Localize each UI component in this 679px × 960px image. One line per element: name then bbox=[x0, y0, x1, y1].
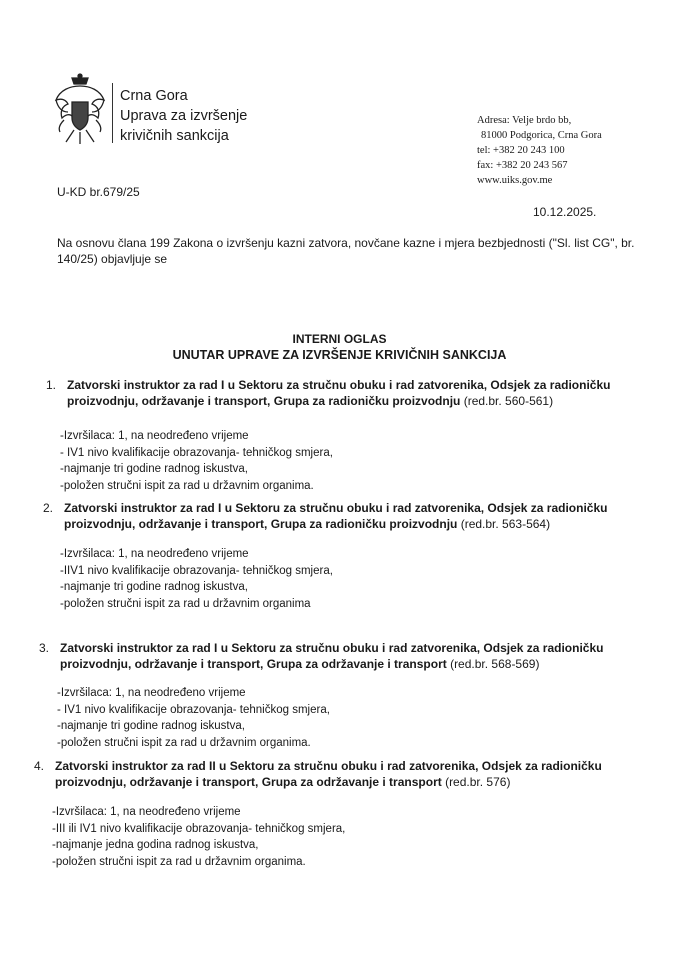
list-item-heading bbox=[39, 640, 650, 672]
list-item-heading bbox=[46, 377, 657, 409]
item-ref: (red.br. 560-561) bbox=[460, 394, 554, 408]
requirement-line: -položen stručni ispit za rad u državnim organima bbox=[60, 597, 311, 610]
coat-of-arms-logo bbox=[52, 72, 108, 152]
reference-number: U-KD br.679/25 bbox=[57, 185, 140, 199]
requirement-line: -položen stručni ispit za rad u državnim organima. bbox=[60, 479, 314, 492]
organization-name bbox=[120, 86, 247, 146]
item-ref: (red.br. 568-569) bbox=[446, 657, 540, 671]
item-title: Zatvorski instruktor za rad I u Sektoru za stručnu obuku i rad zatvorenika, Odsjek za radioničku proizvodnju, održavanje i transport, Grupa za radioničku proizvodnju bbox=[64, 501, 608, 531]
requirement-line: -najmanje jedna godina radnog iskustva, bbox=[52, 839, 259, 851]
requirement-line: -najmanje tri godine radnog iskustva, bbox=[60, 463, 248, 475]
org-line-3: krivičnih sankcija bbox=[120, 128, 229, 144]
document-date: 10.12.2025. bbox=[533, 205, 597, 219]
header-divider bbox=[112, 83, 113, 143]
requirement-line: - IV1 nivo kvalifikacije obrazovanja- tehničkog smjera, bbox=[60, 446, 333, 459]
item-title: Zatvorski instruktor za rad II u Sektoru za stručnu obuku i rad zatvorenika, Odsjek za radioničku proizvodnju, održavanje i transport, Grupa za održavanje i transport bbox=[55, 759, 602, 789]
requirement-line: -Izvršilaca: 1, na neodređeno vrijeme bbox=[52, 806, 241, 818]
item-requirements bbox=[57, 685, 330, 751]
document-subtitle: UNUTAR UPRAVE ZA IZVRŠENJE KRIVIČNIH SANKCIJA bbox=[172, 348, 507, 362]
requirement-line: -najmanje tri godine radnog iskustva, bbox=[57, 720, 245, 732]
item-number: 4. bbox=[34, 759, 45, 773]
item-number: 2. bbox=[43, 501, 54, 515]
requirement-line: -Izvršilaca: 1, na neodređeno vrijeme bbox=[60, 430, 249, 442]
phone-line: tel: +382 20 243 100 bbox=[477, 145, 565, 156]
requirement-line: -položen stručni ispit za rad u državnim organima. bbox=[52, 855, 306, 868]
list-item-heading bbox=[43, 500, 654, 532]
address-block bbox=[477, 113, 602, 188]
org-line-1: Crna Gora bbox=[120, 88, 188, 104]
intro-paragraph: Na osnovu člana 199 Zakona o izvršenju kazni zatvora, novčane kazne i mjera bezbjednosti ("Sl. list CG", br. 140/25) objavljuje se bbox=[57, 236, 635, 266]
website-line: www.uiks.gov.me bbox=[477, 175, 553, 186]
fax-line: fax: +382 20 243 567 bbox=[477, 160, 568, 171]
item-title: Zatvorski instruktor za rad I u Sektoru za stručnu obuku i rad zatvorenika, Odsjek za radioničku proizvodnju, održavanje i transport, Grupa za održavanje i transport bbox=[60, 641, 604, 671]
item-requirements bbox=[52, 804, 345, 870]
requirement-line: -najmanje tri godine radnog iskustva, bbox=[60, 581, 248, 593]
item-number: 3. bbox=[39, 641, 50, 655]
item-requirements bbox=[60, 546, 333, 612]
item-number: 1. bbox=[46, 378, 57, 392]
requirement-line: -Izvršilaca: 1, na neodređeno vrijeme bbox=[57, 687, 246, 699]
requirement-line: -III ili IV1 nivo kvalifikacije obrazovanja- tehničkog smjera, bbox=[52, 822, 346, 835]
document-title: INTERNI OGLAS bbox=[292, 332, 387, 346]
address-line: Adresa: Velje brdo bb, bbox=[477, 115, 572, 126]
item-requirements bbox=[60, 428, 333, 494]
list-item-heading bbox=[34, 758, 645, 790]
requirement-line: -IIV1 nivo kvalifikacije obrazovanja- tehničkog smjera, bbox=[60, 564, 333, 577]
org-line-2: Uprava za izvršenje bbox=[120, 108, 248, 124]
requirement-line: -Izvršilaca: 1, na neodređeno vrijeme bbox=[60, 548, 249, 560]
address-line: 81000 Podgorica, Crna Gora bbox=[481, 130, 602, 141]
item-ref: (red.br. 563-564) bbox=[457, 517, 551, 531]
requirement-line: - IV1 nivo kvalifikacije obrazovanja- tehničkog smjera, bbox=[57, 703, 330, 716]
requirement-line: -položen stručni ispit za rad u državnim organima. bbox=[57, 736, 311, 749]
item-ref: (red.br. 576) bbox=[441, 775, 511, 789]
item-title: Zatvorski instruktor za rad I u Sektoru za stručnu obuku i rad zatvorenika, Odsjek za radioničku proizvodnju, održavanje i transport, Grupa za radioničku proizvodnju bbox=[67, 378, 611, 408]
